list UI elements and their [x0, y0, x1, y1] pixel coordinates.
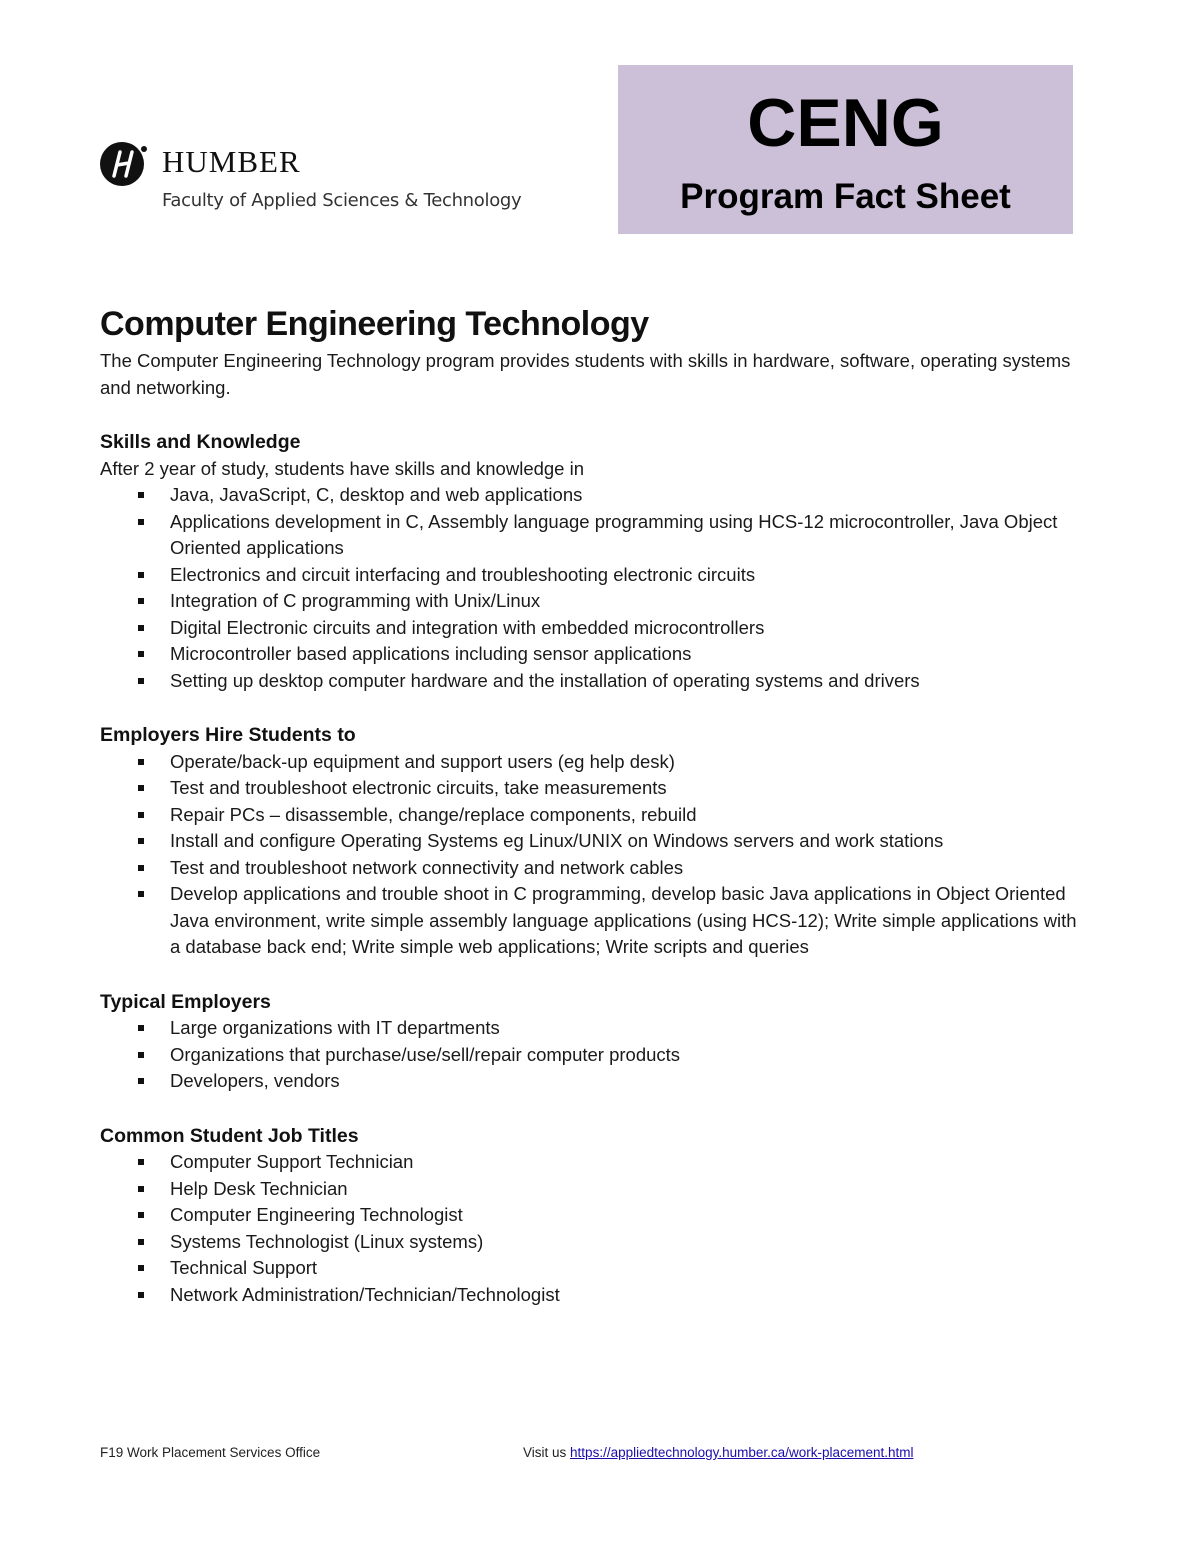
- program-title-box: [618, 65, 1073, 234]
- section-heading: Common Student Job Titles: [100, 1124, 359, 1147]
- work-placement-link[interactable]: https://appliedtechnology.humber.ca/work-placement.html: [570, 1445, 914, 1460]
- bullet-icon: [138, 651, 144, 657]
- bullet-icon: [138, 1292, 144, 1298]
- list-item: Help Desk Technician: [100, 1176, 1080, 1203]
- section-lead: After 2 year of study, students have skills and knowledge in: [100, 457, 585, 479]
- bullet-icon: [138, 759, 144, 765]
- bullet-icon: [138, 1239, 144, 1245]
- list-item: Repair PCs – disassemble, change/replace components, rebuild: [100, 802, 1080, 829]
- list-item: Computer Support Technician: [100, 1149, 1080, 1176]
- section-heading: Typical Employers: [100, 990, 271, 1013]
- list-item: Java, JavaScript, C, desktop and web applications: [100, 482, 1080, 509]
- bullet-icon: [138, 1078, 144, 1084]
- typical-employers-list: [100, 1015, 1080, 1095]
- list-item: Systems Technologist (Linux systems): [100, 1229, 1080, 1256]
- list-item: Technical Support: [100, 1255, 1080, 1282]
- bullet-icon: [138, 572, 144, 578]
- footer-visit-label: Visit us: [523, 1445, 567, 1460]
- bullet-icon: [138, 785, 144, 791]
- bullet-icon: [138, 678, 144, 684]
- section-typical-employers: [100, 989, 1080, 1095]
- list-item: Computer Engineering Technologist: [100, 1202, 1080, 1229]
- bullet-icon: [138, 891, 144, 897]
- humber-logo-mark-icon: [100, 140, 148, 188]
- list-item: Install and configure Operating Systems eg Linux/UNIX on Windows servers and work stations: [100, 828, 1080, 855]
- list-item: Applications development in C, Assembly language programming using HCS-12 microcontroller, Java Object Oriented applications: [100, 509, 1080, 562]
- list-item: Network Administration/Technician/Technologist: [100, 1282, 1080, 1309]
- program-intro: The Computer Engineering Technology program provides students with skills in hardware, software, operating systems and networking.: [100, 350, 1071, 398]
- list-item: Organizations that purchase/use/sell/repair computer products: [100, 1042, 1080, 1069]
- section-employers-hire: [100, 722, 1080, 961]
- list-item: Integration of C programming with Unix/Linux: [100, 588, 1080, 615]
- bullet-icon: [138, 519, 144, 525]
- bullet-icon: [138, 1186, 144, 1192]
- list-item: Setting up desktop computer hardware and the installation of operating systems and drivers: [100, 668, 1080, 695]
- program-code: CENG: [747, 85, 944, 161]
- bullet-icon: [138, 1265, 144, 1271]
- program-title: Computer Engineering Technology: [100, 305, 649, 343]
- bullet-icon: [138, 1212, 144, 1218]
- bullet-icon: [138, 1159, 144, 1165]
- bullet-icon: [138, 598, 144, 604]
- section-skills: [100, 429, 1080, 694]
- employers-hire-list: [100, 749, 1080, 961]
- footer-visit: [523, 1445, 913, 1460]
- faculty-name: Faculty of Applied Sciences & Technology: [162, 190, 522, 211]
- list-item: Microcontroller based applications including sensor applications: [100, 641, 1080, 668]
- list-item: Test and troubleshoot network connectivity and network cables: [100, 855, 1080, 882]
- list-item: Electronics and circuit interfacing and troubleshooting electronic circuits: [100, 562, 1080, 589]
- section-heading: Skills and Knowledge: [100, 431, 301, 453]
- bullet-icon: [138, 1052, 144, 1058]
- fact-sheet-label: Program Fact Sheet: [680, 177, 1011, 216]
- bullet-icon: [138, 838, 144, 844]
- bullet-icon: [138, 625, 144, 631]
- list-item: Develop applications and trouble shoot in C programming, develop basic Java applications in Object Oriented Java environment, write simple assembly language applications (using HCS-12); Write simple applications with a database back end; Write simple web applications; Write scripts and queries: [100, 881, 1080, 961]
- section-heading: Employers Hire Students to: [100, 724, 356, 746]
- bullet-icon: [138, 812, 144, 818]
- bullet-icon: [138, 865, 144, 871]
- list-item: Operate/back-up equipment and support users (eg help desk): [100, 749, 1080, 776]
- list-item: Digital Electronic circuits and integration with embedded microcontrollers: [100, 615, 1080, 642]
- humber-logo: [100, 140, 540, 220]
- list-item: Test and troubleshoot electronic circuits, take measurements: [100, 775, 1080, 802]
- skills-list: [100, 482, 1080, 694]
- bullet-icon: [138, 492, 144, 498]
- section-job-titles: [100, 1123, 1080, 1309]
- list-item: Developers, vendors: [100, 1068, 1080, 1095]
- list-item: Large organizations with IT departments: [100, 1015, 1080, 1042]
- document-body: [100, 300, 1080, 1308]
- bullet-icon: [138, 1025, 144, 1031]
- logo-wordmark: HUMBER: [162, 144, 301, 179]
- footer-office: F19 Work Placement Services Office: [100, 1445, 321, 1460]
- job-titles-list: [100, 1149, 1080, 1308]
